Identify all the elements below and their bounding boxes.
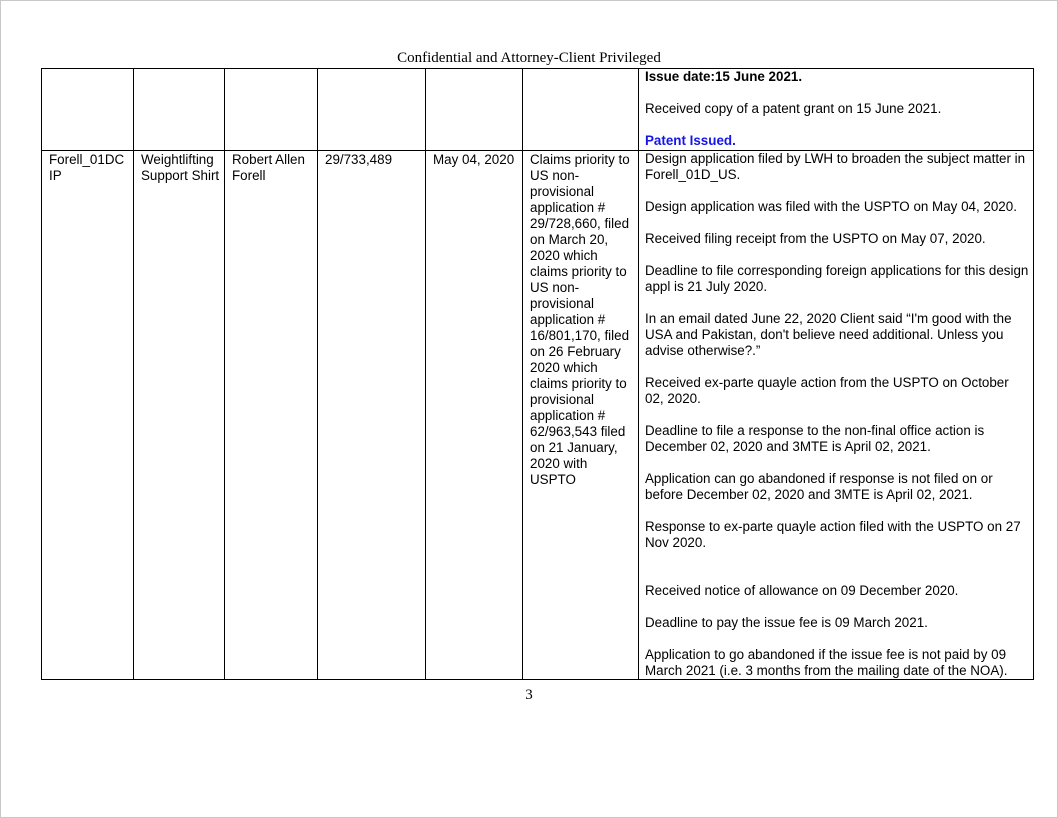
detail-paragraph: Design application filed by LWH to broaden the subject matter in Forell_01D_US. [645, 151, 1026, 182]
filing-date-cell: May 04, 2020 [426, 151, 523, 680]
title-cell-empty [134, 69, 225, 151]
page-number: 3 [525, 687, 533, 703]
table-row-continued [42, 69, 1034, 151]
detail-paragraph: Received notice of allowance on 09 December 2020. [645, 583, 959, 598]
reference-cell: Forell_01DC IP [42, 151, 134, 680]
priority-cell: Claims priority to US non-provisional application # 29/728,660, filed on March 20, 2020 which claims priority to US non-provisional application # 16/801,170, filed on 26 February 2020 which claims priority to provisional application # 62/963,543 filed on 21 January, 2020 with USPTO [523, 151, 639, 680]
application-number-cell: 29/733,489 [318, 151, 426, 680]
confidentiality-header: Confidential and Attorney-Client Privileged [397, 50, 661, 66]
application-number-cell-empty [318, 69, 426, 151]
inventor-cell-empty [225, 69, 318, 151]
priority-cell-empty [523, 69, 639, 151]
issue-date-text: Issue date:15 June 2021. [645, 69, 803, 84]
patent-status-table [41, 68, 1034, 680]
detail-paragraph: Application can go abandoned if response is not filed on or before December 02, 2020 and 3MTE is April 02, 2021. [645, 471, 993, 502]
detail-paragraph: Deadline to file corresponding foreign applications for this design appl is 21 July 2020. [645, 263, 1029, 294]
filing-date-cell-empty [426, 69, 523, 151]
title-cell: Weightlifting Support Shirt [134, 151, 225, 680]
grant-received-text: Received copy of a patent grant on 15 June 2021. [645, 101, 942, 116]
detail-paragraph: Received filing receipt from the USPTO on May 07, 2020. [645, 231, 986, 246]
detail-paragraph: Deadline to pay the issue fee is 09 March 2021. [645, 615, 928, 630]
reference-cell-empty [42, 69, 134, 151]
detail-paragraph: Application to go abandoned if the issue fee is not paid by 09 March 2021 (i.e. 3 months from the mailing date of the NOA). [645, 647, 1008, 678]
detail-paragraph: Response to ex-parte quayle action filed with the USPTO on 27 Nov 2020. [645, 519, 1021, 550]
patent-issued-status: Patent Issued. [645, 133, 736, 148]
details-cell [639, 151, 1034, 680]
inventor-cell: Robert Allen Forell [225, 151, 318, 680]
detail-paragraph: Design application was filed with the USPTO on May 04, 2020. [645, 199, 1017, 214]
detail-paragraph: Deadline to file a response to the non-final office action is December 02, 2020 and 3MTE is April 02, 2021. [645, 423, 985, 454]
detail-paragraph: In an email dated June 22, 2020 Client said “I'm good with the USA and Pakistan, don't believe need additional. Unless you advise otherwise?.” [645, 311, 1012, 358]
detail-paragraph: Received ex-parte quayle action from the USPTO on October 02, 2020. [645, 375, 1009, 406]
details-cell-continued [639, 69, 1034, 151]
table-row [42, 151, 1034, 680]
